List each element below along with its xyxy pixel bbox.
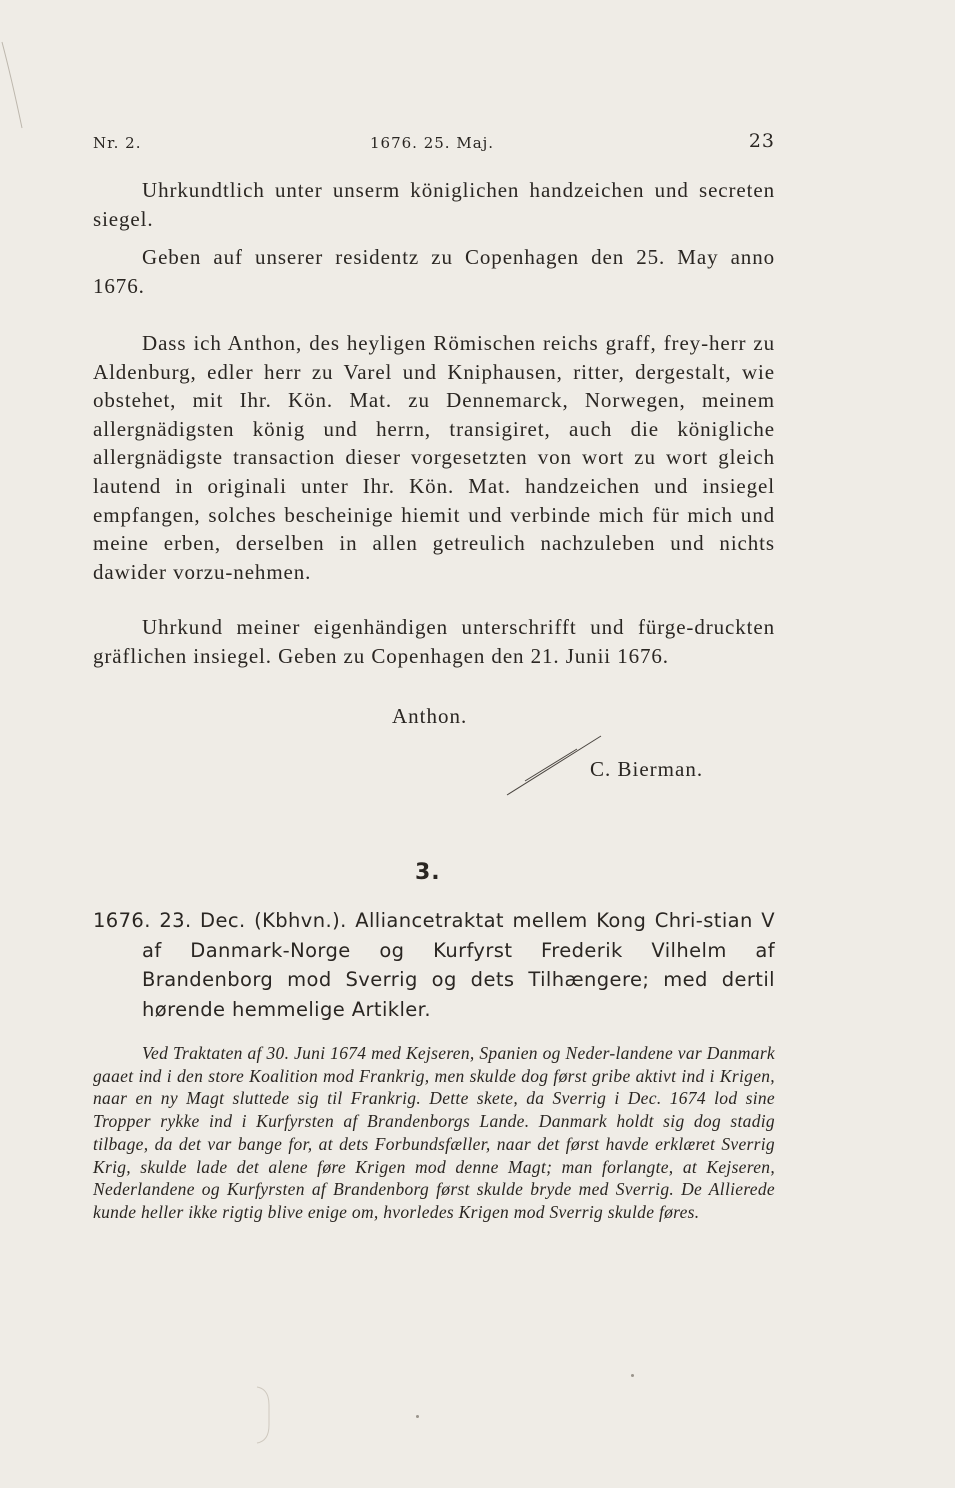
section-number: 3.: [415, 860, 441, 885]
letter-paragraph-1: [93, 176, 775, 233]
paragraph-text: Uhrkund meiner eigenhändigen unterschrifft und fürge-druckten gräflichen insiegel. Geben zu Copenhagen den 21. Junii 1676.: [93, 615, 775, 668]
signature-bierman: C. Bierman.: [590, 757, 704, 781]
paragraph-text: Dass ich Anthon, des heyligen Römischen reichs graff, frey-herr zu Aldenburg, edler herr zu Varel und Kniphausen, ritter, dergestalt, wie obstehet, mit Ihr. Kön. Mat. zu Dennemarck, Norwegen, meinem allergnädigsten könig und herrn, transigiret, auch die königliche allergnädigste transaction dieser vorgesetzten von wort zu wort gleich lautend in originali unter Ihr. Kön. Mat. handzeichen und insiegel empfangen, solches bescheinige hiemit und verbinde mich für mich und meine erben, derselben in allen getreulich nachzuleben und nichts dawider vorzu-nehmen.: [93, 331, 775, 584]
page-edge-bracket: [255, 1385, 275, 1445]
letter-paragraph-4: [93, 613, 775, 670]
paragraph-text: Geben auf unserer residentz zu Copenhagen den 25. May anno 1676.: [93, 245, 775, 298]
speck: [631, 1374, 634, 1377]
page-edge-mark: [0, 40, 30, 130]
letter-paragraph-2: [93, 243, 775, 300]
page-number: 23: [748, 130, 775, 152]
editorial-note: Ved Traktaten af 30. Juni 1674 med Kejseren, Spanien og Neder-landene var Danmark gaaet ind i den store Koalition mod Frankrig, men skulde dog først gribe aktivt ind i Krigen, naar en ny Magt sluttede sig til Frankrig. Dette skete, da Sverrig i Dec. 1674 lod sine Tropper rykke ind i Kurfyrsten af Brandenborgs Lande. Danmark holdt sig dog stadig tilbage, da det var bange for, at dets Forbundsfæller, naar det først havde erklæret Sverrig Krig, skulde lade det alene føre Krigen mod denne Magt; man forlangte, at Kejseren, Nederlandene og Kurfyrsten af Brandenborg først skulde bryde med Sverrig. De Allierede kunde heller ikke rigtig blive enige om, hvorledes Krigen mod Sverrig skulde føres.: [93, 1043, 775, 1222]
running-header: [93, 130, 775, 160]
paragraph-text: Uhrkundtlich unter unserm königlichen handzeichen und secreten siegel.: [93, 178, 775, 231]
signature-anthon: Anthon.: [392, 704, 468, 728]
speck: [416, 1415, 419, 1418]
document-number: Nr. 2.: [93, 134, 142, 152]
letter-paragraph-3: [93, 329, 775, 586]
document-date: 1676. 25. Maj.: [370, 134, 495, 152]
treaty-heading: 1676. 23. Dec. (Kbhvn.). Alliancetraktat mellem Kong Chri-stian V af Danmark-Norge og Kurfyrst Frederik Vilhelm af Brandenborg mod Sverrig og dets Tilhængere; med dertil hørende hemmelige Artikler.: [93, 909, 775, 1021]
